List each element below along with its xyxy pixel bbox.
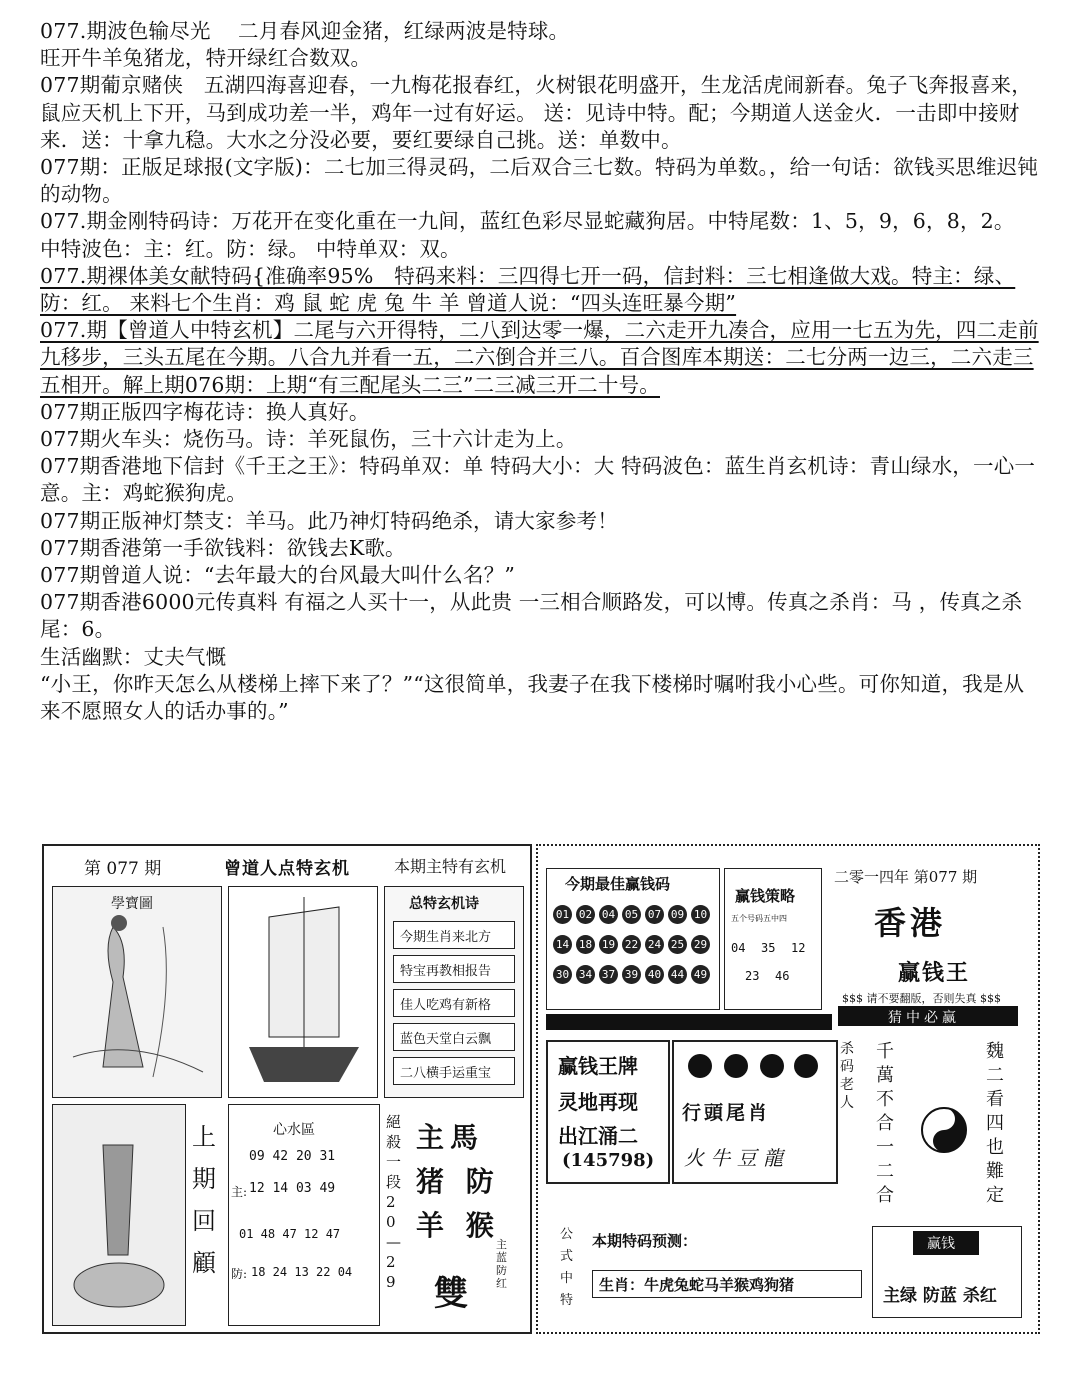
poem-row-text: 今期生肖来北方 [400,930,492,945]
numbers-line-4: 18 24 13 22 04 [251,1265,353,1279]
tail-title: 行頭尾肖 [682,1102,771,1124]
number-ball: 49 [691,965,710,984]
stamp-box [872,1226,1022,1318]
right-sheet [536,844,1040,1334]
article-paragraph: 生活幽默：丈夫气慨 [40,644,227,669]
article-paragraph: 077期火车头：烧伤马。诗：羊死鼠伤，三十六计走为上。 [40,427,577,452]
article-paragraph: 077.期裸体美女献特码{准确率95% 特码来料：三四得七开一码，信封料：三七相逢做大戏。特主：绿、防：红。 来料七个生肖：鸡 鼠 蛇 虎 兔 牛 羊 曾道人说：“四头连旺暴今期” [40,263,1016,316]
number-ball: 44 [668,965,687,984]
strategy-title: 赢钱策略 [735,887,796,905]
strategy-number: 35 [761,941,776,955]
numbers-line-3: 01 48 47 12 47 [239,1227,341,1241]
district-label: 心水區 [273,1122,315,1138]
guess-label: 猜中必赢 [888,1010,960,1026]
strategy-number: 04 [731,941,746,955]
article-paragraph: “小王，你昨天怎么从楼梯上摔下来了？”“这很简单，我妻子在我下楼梯时嘱咐我小心些。可你知道，我是从来不愿照女人的话办事的。” [40,671,1025,724]
poem-row-text: 特宝再教相报告 [400,964,492,979]
sidebar-top-title: 學寶圖 [111,896,153,912]
sailing-ship-icon [229,887,377,1097]
banner-title: 曾道人点特玄机 [224,859,350,879]
sidebar-bottom [52,1104,186,1326]
vertical-text-1: 千萬不合一二合 [876,1041,894,1206]
stamp-text: 赢钱 [927,1236,955,1252]
article-paragraph: 077期曾道人说：“去年最大的台风最大叫什么名？” [40,563,516,588]
stamp-badge [913,1231,979,1255]
fang-label: 防: [231,1267,248,1281]
number-ball: 14 [553,935,572,954]
poem-row [393,955,515,983]
article-paragraph: 077期：正版足球报(文字版)：二七加三得灵码，二后双合三七数。特码为单数。，给一句话：欲钱买思维迟钝的动物。 [40,155,1039,207]
fang-hong-label: 主蓝防红 [496,1238,507,1290]
strategy-subtitle: 五个号码五中四 [731,914,787,923]
hongkong-title: 香港 [874,904,947,942]
lady-figure-illustration [53,887,221,1097]
poem-row [393,1057,515,1085]
article-paragraph: 077期香港6000元传真料 有福之人买十一，从此贵 一三相合顺路发，可以博。传真之杀肖：马 ，传真之杀尾：6。 [40,590,1023,642]
left-sheet [42,844,532,1334]
card-line-2: 出江涌二 [558,1124,638,1148]
shengxiao-bar [592,1270,862,1298]
main-label: 主: [231,1185,248,1199]
card-box [546,1040,670,1184]
poem-row-text: 佳人吃鸡有新格 [400,998,492,1013]
number-box [228,1104,380,1326]
strategy-box [724,868,822,1010]
strategy-number: 23 [745,969,760,983]
number-ball: 01 [553,905,572,924]
article-paragraph: 077期葡京赌侠 五湖四海喜迎春，一九梅花报春红，火树银花明盛开，生龙活虎闹新春。兔子飞奔报喜来，鼠应天机上下开，马到成功差一半，鸡年一过有好运。 送：见诗中特。配；今期道人送金火．一击即中接财来．送：十拿九稳。大水之分没必要，要红要绿自己挑。送：单数中。 [40,73,1032,152]
strategy-number: 46 [775,969,790,983]
article-paragraph: 旺开牛羊兔猪龙，特开绿红合数双。 [40,46,372,71]
number-ball: 25 [668,935,687,954]
hot-number-title: 今期最佳赢钱码 [565,875,671,893]
dot-2 [724,1054,748,1078]
poem-row-text: 蓝色天堂白云飘 [400,1032,492,1047]
poem-row [393,921,515,949]
banner-subtitle: 本期主特有玄机 [394,857,507,876]
kill-vertical: 絕殺一段20—29 [386,1113,402,1291]
shaman-vertical: 杀码老人 [840,1041,854,1111]
number-ball: 40 [645,965,664,984]
number-ball: 24 [645,935,664,954]
number-ball: 04 [599,905,618,924]
article-paragraph: 077.期波色输尽光 二月春风迎金猪，红绿两波是特球。 [40,19,570,43]
number-ball: 19 [599,935,618,954]
number-ball: 22 [622,935,641,954]
number-ball: 05 [622,905,641,924]
sidebar-top [52,886,222,1098]
sidebar-vertical-title: 上期回顧 [192,1123,216,1277]
king-title: 赢钱王 [898,960,971,986]
number-ball: 37 [599,965,618,984]
poem-panel-title: 总特玄机诗 [409,896,479,912]
ship-illustration [228,886,378,1098]
number-ball: 02 [576,905,595,924]
issue-label: 第 077 期 [84,859,162,879]
lottery-sheet-scan [40,840,1040,1340]
forecast-title: 本期特码预测： [592,1232,698,1250]
number-ball: 34 [576,965,595,984]
number-ball: 39 [622,965,641,984]
bottom-right-text: 主绿 防蓝 杀红 [883,1286,997,1306]
numbers-line-1: 09 42 20 31 [249,1149,336,1164]
article-paragraph: 077期香港地下信封《千王之王》：特码单双：单 特码大小：大 特码波色：蓝生肖玄机诗：青山绿水，一心一意。主：鸡蛇猴狗虎。 [40,454,1036,506]
poem-panel [384,886,524,1098]
guess-bar [838,1006,1018,1026]
article-paragraph: 077.期【曾道人中特玄机】二尾与六开得特，二八到达零一爆，二六走开九凑合，应用一七五为先，四二走前九移步，三头五尾在今期。八合九并看一五，二六倒合并三八。百合图库本期送：二七分两一边三，二六走三五相开。解上期076期：上期“有三配尾头二三”二三减三开二十号。 [40,318,1039,397]
statue-illustration [53,1105,185,1325]
zodiac-grid: 主馬 猪 防羊 猴 [416,1121,500,1242]
double-label: 雙 [434,1274,468,1314]
hot-number-box [546,868,720,1010]
poem-row-text: 二八横手运重宝 [400,1066,492,1081]
date-title: 二零一四年 第077 期 [834,868,978,886]
card-line-1: 灵地再现 [558,1090,638,1114]
number-ball: 10 [691,905,710,924]
card-title: 赢钱王牌 [558,1054,638,1078]
dot-3 [760,1054,784,1078]
yin-yang-icon [920,1106,968,1154]
dollar-line: $$$ 请不要翻版，否则失真 $$$ [842,992,1001,1005]
number-ball: 07 [645,905,664,924]
card-code: (145798) [562,1150,655,1171]
article-paragraph: 077.期金刚特码诗：万花开在变化重在一九间，蓝红色彩尽显蛇藏狗居。中特尾数：1、5，9，6，8，2。 中特波色：主：红。防：绿。 中特单双：双。 [40,209,1015,261]
shengxiao-text: 生肖：牛虎兔蛇马羊猴鸡狗猪 [599,1276,795,1294]
number-ball: 29 [691,935,710,954]
vertical-text-2: 魏二看四也難定 [986,1041,1004,1206]
brush-text: 火 牛 豆 龍 [684,1146,784,1170]
article-paragraph: 077期香港第一手欲钱料：欲钱去K歌。 [40,535,406,560]
number-ball: 09 [668,905,687,924]
dot-4 [794,1054,818,1078]
number-ball: 30 [553,965,572,984]
formula-vertical: 公式中特 [560,1227,574,1308]
article-text [40,18,1040,725]
poem-row [393,989,515,1017]
article-paragraph: 077期正版神灯禁支：羊马。此乃神灯特码绝杀，请大家参考！ [40,508,618,533]
strategy-number: 12 [791,941,806,955]
dot-1 [688,1054,712,1078]
numbers-line-2: 12 14 03 49 [249,1181,336,1196]
number-ball: 18 [576,935,595,954]
tail-box [672,1040,838,1184]
article-paragraph: 077期正版四字梅花诗：换人真好。 [40,399,370,424]
divider-bar [546,1014,832,1030]
poem-row [393,1023,515,1051]
